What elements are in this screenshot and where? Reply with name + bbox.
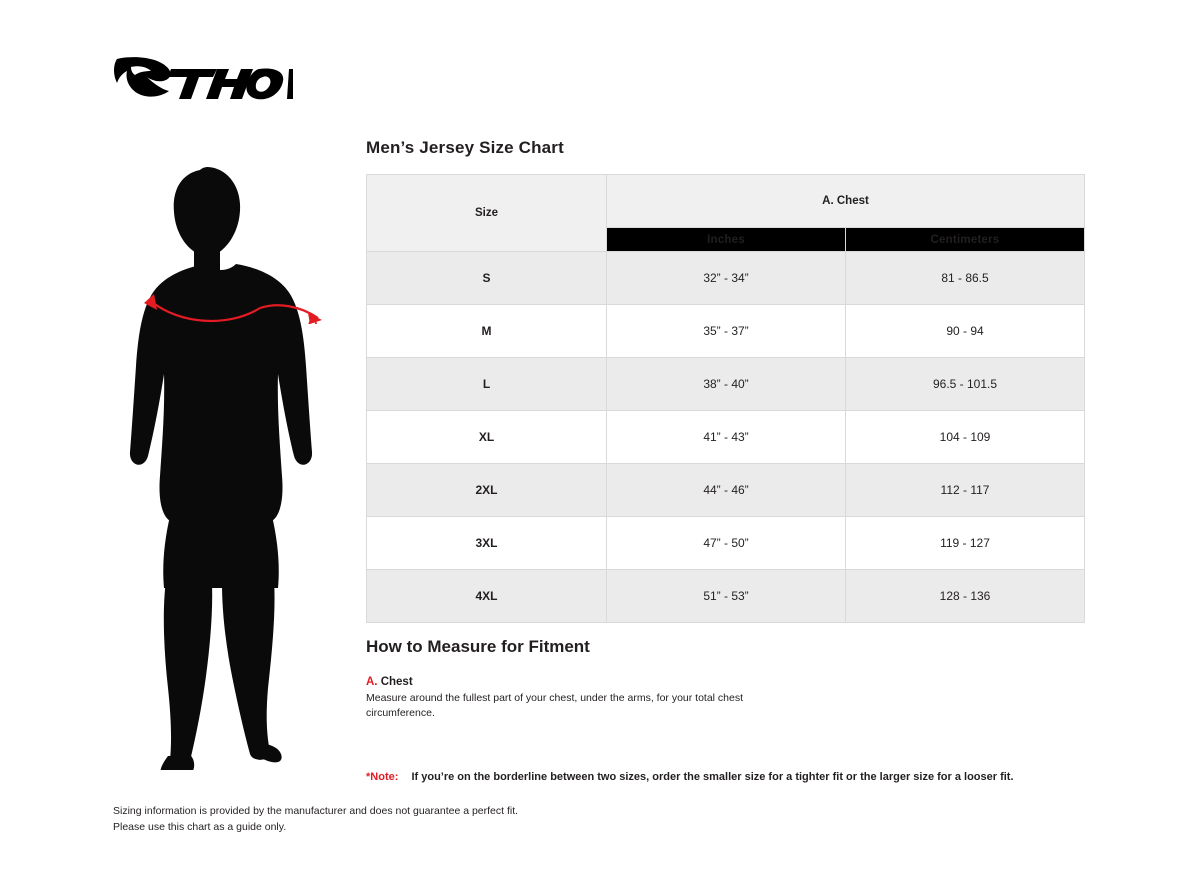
thor-wordmark xyxy=(168,69,293,100)
table-row xyxy=(367,517,1085,570)
cell-centimeters: 81 - 86.5 xyxy=(846,252,1085,305)
header-size: Size xyxy=(367,175,607,252)
disclaimer-line-1: Sizing information is provided by the manufacturer and does not guarantee a perfect fit. xyxy=(113,805,519,817)
cell-inches: 38” - 40” xyxy=(607,358,846,411)
cell-centimeters: 119 - 127 xyxy=(846,517,1085,570)
header-inches: Inches xyxy=(607,228,846,252)
measure-item-name: Chest xyxy=(380,676,413,688)
cell-size: S xyxy=(367,252,607,305)
male-body-silhouette-icon xyxy=(130,167,312,770)
table-header-row xyxy=(367,175,1085,228)
cell-inches: 41” - 43” xyxy=(607,411,846,464)
cell-centimeters: 112 - 117 xyxy=(846,464,1085,517)
note-label: *Note: xyxy=(366,771,399,783)
table-row xyxy=(367,411,1085,464)
disclaimer xyxy=(113,803,518,835)
page-title: Men’s Jersey Size Chart xyxy=(366,138,564,157)
table-row xyxy=(367,358,1085,411)
cell-size: XL xyxy=(367,411,607,464)
cell-inches: 51” - 53” xyxy=(607,570,846,623)
cell-centimeters: 90 - 94 xyxy=(846,305,1085,358)
table-row xyxy=(367,305,1085,358)
thor-logo xyxy=(113,55,293,107)
cell-size: L xyxy=(367,358,607,411)
thor-helmet-icon xyxy=(114,57,170,97)
measure-item-heading xyxy=(366,676,413,688)
note-line xyxy=(366,771,1014,783)
size-chart-table xyxy=(366,174,1085,623)
chest-measure-label: A xyxy=(308,312,318,327)
note-text: If you’re on the borderline between two sizes, order the smaller size for a tighter fit or the larger size for a looser fit. xyxy=(411,771,1014,783)
table-row xyxy=(367,252,1085,305)
measure-item-letter: A. xyxy=(366,676,378,688)
cell-centimeters: 104 - 109 xyxy=(846,411,1085,464)
header-chest-group: A. Chest xyxy=(607,175,1085,228)
cell-inches: 44” - 46” xyxy=(607,464,846,517)
cell-size: 4XL xyxy=(367,570,607,623)
cell-size: 2XL xyxy=(367,464,607,517)
cell-size: 3XL xyxy=(367,517,607,570)
cell-size: M xyxy=(367,305,607,358)
cell-inches: 35” - 37” xyxy=(607,305,846,358)
cell-centimeters: 128 - 136 xyxy=(846,570,1085,623)
body-silhouette-figure xyxy=(110,160,340,770)
header-centimeters: Centimeters xyxy=(846,228,1085,252)
measure-item-text: Measure around the fullest part of your chest, under the arms, for your total chest circumference. xyxy=(366,692,744,719)
disclaimer-line-2: Please use this chart as a guide only. xyxy=(113,821,287,833)
table-row xyxy=(367,570,1085,623)
cell-inches: 32” - 34” xyxy=(607,252,846,305)
how-to-measure-title: How to Measure for Fitment xyxy=(366,637,590,656)
cell-centimeters: 96.5 - 101.5 xyxy=(846,358,1085,411)
table-row xyxy=(367,464,1085,517)
cell-inches: 47” - 50” xyxy=(607,517,846,570)
